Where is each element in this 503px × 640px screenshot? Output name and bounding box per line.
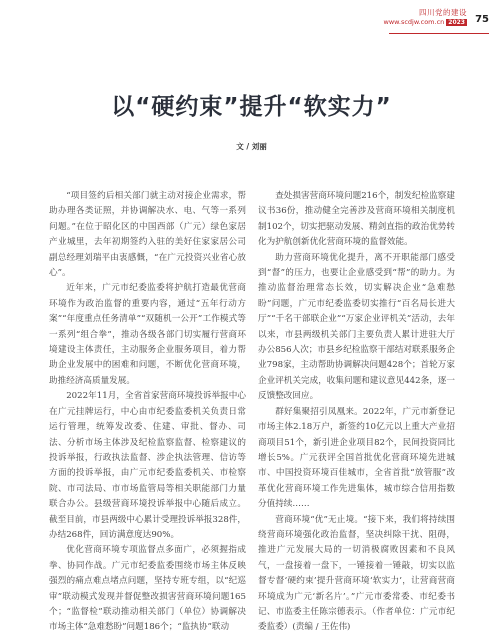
magazine-url[interactable]: www.scdjw.com.cn xyxy=(383,18,445,26)
paragraph: 查处损害营商环境问题216个，制发纪检监察建议书36份，推动健全完善涉及营商环境相关制度机制102个，切实把驱动发展、精剑直指的政治优势转化为护航创新优化营商环境的监督效能。 xyxy=(258,191,455,248)
paragraph: 优化营商环境专项监督点多面广，必须握指成拳、协同作战。广元市纪委监委围绕市场主体反映强烈的痛点难点堵点问题，坚持专班专组，以“纪巡审”联动模式发现并督促整改损害营商环境问题165个；“监督检”联动推动相关部门（单位）协调解决市场主体“急难愁盼”问题186个；“监执协”联动 xyxy=(49,545,246,633)
running-header xyxy=(384,7,489,26)
right-column xyxy=(258,189,455,636)
article-title: 以“硬约束”提升“软实力” xyxy=(111,94,392,120)
magazine-name: 四川党的建设 xyxy=(418,8,467,17)
header-masthead xyxy=(384,7,467,26)
paragraph: 群好集聚招引凤凰来。2022年，广元市新登记市场主体2.18万户，新签约10亿元以上重大产业招商项目51个，新引进企业项目82个，民间投资同比增长5%。广元获评全国首批优化营商环境先进城市、中国投资环境百佳城市，全省首批“放管服”改革优化营商环境工作先进集体，城市综合信用指数分值持续…… xyxy=(258,406,455,510)
paragraph: 营商环境“优”无止境。“接下来，我们将持续围绕营商环境强化政治监督，坚决纠除干扰、阻碍，推进广元发展大局的一切消极腐败因素和不良风气，一盘接着一盘下，一锤接着一锤敲，切实以监督专督‘硬约束’提升营商环境‘软实力’，让营商营商环境成为广元‘新名片’。”广元市委常委、市纪委书记、市监委主任陈宗德表示。（作者单位：广元市纪委监委）(责编 / 王佐伟) xyxy=(258,514,455,633)
paragraph: 2022年11月，全省首家营商环境投诉举报中心在广元挂牌运行，中心由市纪委监委机关负责日常运行管理，统筹发改委、住建、审批、督办、司法、分析市场主体涉及纪检监察监督、检察建议的投诉举报，行政执法监督、涉企执法管理、信访等方面的投诉举报，由广元市纪委监委机关、市检察院、市司法局、市市场监管局等相关职能部门力量联合办公。县级营商环境投诉举报中心随后成立。截至目前，市县两级中心累计受理投诉举报328件，办结268件，回访满意度达90%。 xyxy=(49,391,246,540)
header-divider xyxy=(389,33,489,34)
paragraph: “项目签约后相关部门就主动对接企业需求，帮助办理各类证照，并协调解决水、电、气等一系列问题。”在位于昭化区的中国西部（广元）绿色家居产业城里，去年初期签约入驻的美好住家家居公司副总经理刘瑞平由衷感慨，“在广元投资兴业省心放心”。 xyxy=(49,191,246,279)
article-author: 文 / 刘丽 xyxy=(236,142,267,151)
left-column xyxy=(49,189,246,636)
page-number: 75 xyxy=(475,14,489,25)
paragraph: 近年来，广元市纪委监委将护航打造最优营商环境作为政治监督的重要内容，通过“五年行动方案”“年度重点任务清单”“双随机一公开”工作模式等一系列“组合拳”，推动各级各部门切实履行营商环境建设主体责任，主动服务企业服务项目，着力帮助企业发展中的困难和问题，不断优化营商环境，助推经济高质量发展。 xyxy=(49,283,246,386)
paragraph: 助力营商环境优化提升，离不开职能部门感受到“督”的压力，也要让企业感受到“帮”的助力。为推动监督治理常态长效，切实解决企业“急难愁盼”问题，广元市纪委监委切实推行“百名局长进大厅”“千名干部联企业”“万家企业评机关”活动，去年以来，市县两级机关部门主要负责人累计进驻大厅办公856人次；市县乡纪检监察干部结对联系服务企业798家，主动帮助协调解决问题428个；首轮万家企业评机关完成，收集问题和建议意见442条，逐一反馈整改回应。 xyxy=(258,252,455,402)
magazine-url-line xyxy=(384,18,467,26)
year-badge: 2023 xyxy=(448,19,465,26)
